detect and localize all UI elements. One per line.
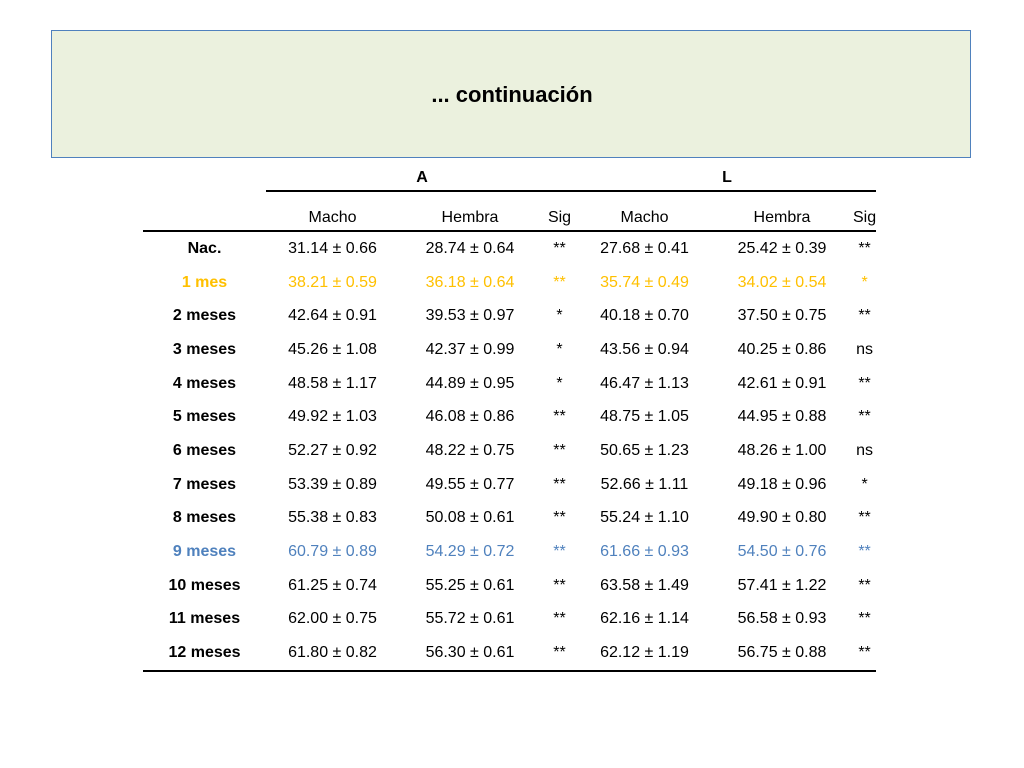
a-macho-cell: 61.80 ± 0.82 (266, 636, 399, 671)
a-hembra-cell: 55.25 ± 0.61 (425, 576, 515, 594)
row-label: 2 meses (172, 307, 237, 325)
a-macho-cell: 38.21 ± 0.59 (288, 273, 377, 291)
l-hembra-cell: 56.75 ± 0.88 (711, 636, 853, 671)
row-label: 8 meses (172, 509, 237, 527)
a-sig-cell: ** (553, 610, 566, 628)
l-hembra-cell: 25.42 ± 0.39 (737, 239, 827, 257)
a-sig-cell: ** (541, 636, 578, 671)
a-hembra-cell: 44.89 ± 0.95 (425, 374, 515, 392)
a-sig-cell: ** (553, 273, 566, 291)
table-row (143, 502, 876, 536)
l-sig-cell: ** (853, 636, 876, 671)
l-sig-cell: ** (858, 509, 871, 527)
a-macho-cell: 52.27 ± 0.92 (288, 441, 377, 459)
a-hembra-cell: 36.18 ± 0.64 (425, 273, 515, 291)
a-sig-cell: ** (553, 509, 566, 527)
a-sig-cell: * (556, 340, 563, 358)
l-macho-cell: 46.47 ± 1.13 (600, 374, 689, 392)
l-sig-cell: ns (856, 441, 874, 459)
a-sig-cell: ** (553, 441, 566, 459)
table-row (143, 468, 876, 502)
l-hembra-cell: 56.58 ± 0.93 (737, 610, 827, 628)
a-hembra-cell: 56.30 ± 0.61 (399, 636, 541, 671)
table-row (143, 299, 876, 333)
row-label: 11 meses (168, 610, 241, 628)
a-sig-cell: * (556, 307, 563, 325)
table-row (143, 603, 876, 637)
row-label: 7 meses (172, 475, 237, 493)
l-hembra-cell: 40.25 ± 0.86 (737, 340, 827, 358)
table-row (143, 266, 876, 300)
a-hembra-cell: 54.29 ± 0.72 (425, 543, 515, 561)
a-sig-cell: ** (553, 475, 566, 493)
group-header-l: L (578, 166, 876, 191)
l-macho-cell: 62.12 ± 1.19 (578, 636, 711, 671)
a-macho-cell: 61.25 ± 0.74 (288, 576, 377, 594)
subheader-sig: Sig (541, 206, 578, 231)
a-macho-cell: 60.79 ± 0.89 (288, 543, 377, 561)
a-sig-cell: * (556, 374, 563, 392)
l-hembra-cell: 57.41 ± 1.22 (737, 576, 827, 594)
a-sig-cell: ** (553, 408, 566, 426)
a-hembra-cell: 42.37 ± 0.99 (425, 340, 515, 358)
l-sig-cell: ** (858, 239, 871, 257)
a-macho-cell: 62.00 ± 0.75 (288, 610, 377, 628)
empty-header-cell (143, 166, 266, 191)
l-sig-cell: ** (858, 576, 871, 594)
l-hembra-cell: 54.50 ± 0.76 (737, 543, 827, 561)
a-hembra-cell: 48.22 ± 0.75 (425, 441, 515, 459)
row-label: 5 meses (172, 408, 237, 426)
a-macho-cell: 49.92 ± 1.03 (288, 408, 377, 426)
row-label: 4 meses (172, 374, 237, 392)
l-hembra-cell: 48.26 ± 1.00 (737, 441, 827, 459)
l-sig-cell: ** (858, 307, 871, 325)
a-macho-cell: 31.14 ± 0.66 (288, 239, 377, 257)
empty-subheader-cell (143, 206, 266, 231)
row-label: 3 meses (172, 340, 237, 358)
l-sig-cell: ** (858, 543, 871, 561)
l-macho-cell: 27.68 ± 0.41 (600, 239, 689, 257)
l-macho-cell: 48.75 ± 1.05 (600, 408, 689, 426)
a-macho-cell: 45.26 ± 1.08 (288, 340, 377, 358)
table-row (143, 231, 876, 266)
l-macho-cell: 40.18 ± 0.70 (600, 307, 689, 325)
l-macho-cell: 43.56 ± 0.94 (600, 340, 689, 358)
subheader-sig: Sig (853, 206, 876, 231)
l-macho-cell: 55.24 ± 1.10 (600, 509, 689, 527)
a-hembra-cell: 55.72 ± 0.61 (425, 610, 515, 628)
l-sig-cell: * (861, 273, 868, 291)
l-macho-cell: 61.66 ± 0.93 (600, 543, 689, 561)
l-macho-cell: 63.58 ± 1.49 (600, 576, 689, 594)
subheader-macho: Macho (266, 206, 399, 231)
table-row (143, 636, 876, 671)
l-sig-cell: ns (856, 340, 874, 358)
spacer-row (143, 191, 876, 206)
l-sig-cell: ** (858, 610, 871, 628)
slide-title: ... continuación (431, 82, 593, 107)
a-hembra-cell: 39.53 ± 0.97 (425, 307, 515, 325)
table-row (143, 333, 876, 367)
subheader-row (143, 206, 876, 231)
row-label: 10 meses (168, 576, 241, 594)
l-hembra-cell: 49.18 ± 0.96 (737, 475, 827, 493)
a-macho-cell: 55.38 ± 0.83 (288, 509, 377, 527)
row-label: 9 meses (172, 543, 237, 561)
a-hembra-cell: 28.74 ± 0.64 (425, 239, 515, 257)
table-row (143, 569, 876, 603)
group-header-a: A (266, 166, 578, 191)
l-sig-cell: ** (858, 408, 871, 426)
subheader-hembra: Hembra (711, 206, 853, 231)
table-row (143, 400, 876, 434)
l-sig-cell: * (861, 475, 868, 493)
subheader-macho: Macho (578, 206, 711, 231)
l-hembra-cell: 34.02 ± 0.54 (737, 273, 827, 291)
subheader-hembra: Hembra (399, 206, 541, 231)
l-macho-cell: 52.66 ± 1.11 (600, 475, 689, 493)
a-macho-cell: 42.64 ± 0.91 (288, 307, 377, 325)
data-table (143, 166, 876, 672)
a-sig-cell: ** (553, 543, 566, 561)
l-hembra-cell: 49.90 ± 0.80 (737, 509, 827, 527)
a-macho-cell: 48.58 ± 1.17 (288, 374, 377, 392)
table-row (143, 434, 876, 468)
a-sig-cell: ** (553, 576, 566, 594)
row-label: 1 mes (181, 273, 228, 291)
l-macho-cell: 35.74 ± 0.49 (600, 273, 689, 291)
a-macho-cell: 53.39 ± 0.89 (288, 475, 377, 493)
l-macho-cell: 62.16 ± 1.14 (600, 610, 689, 628)
a-hembra-cell: 49.55 ± 0.77 (425, 475, 515, 493)
table-row (143, 535, 876, 569)
l-macho-cell: 50.65 ± 1.23 (600, 441, 689, 459)
l-hembra-cell: 44.95 ± 0.88 (737, 408, 827, 426)
a-hembra-cell: 50.08 ± 0.61 (425, 509, 515, 527)
l-sig-cell: ** (858, 374, 871, 392)
group-header-row (143, 166, 876, 191)
a-hembra-cell: 46.08 ± 0.86 (425, 408, 515, 426)
l-hembra-cell: 37.50 ± 0.75 (737, 307, 827, 325)
l-hembra-cell: 42.61 ± 0.91 (737, 374, 827, 392)
a-sig-cell: ** (553, 239, 566, 257)
row-label: 6 meses (172, 441, 237, 459)
row-label: 12 meses (143, 636, 266, 671)
table-row (143, 367, 876, 401)
row-label: Nac. (187, 239, 222, 257)
